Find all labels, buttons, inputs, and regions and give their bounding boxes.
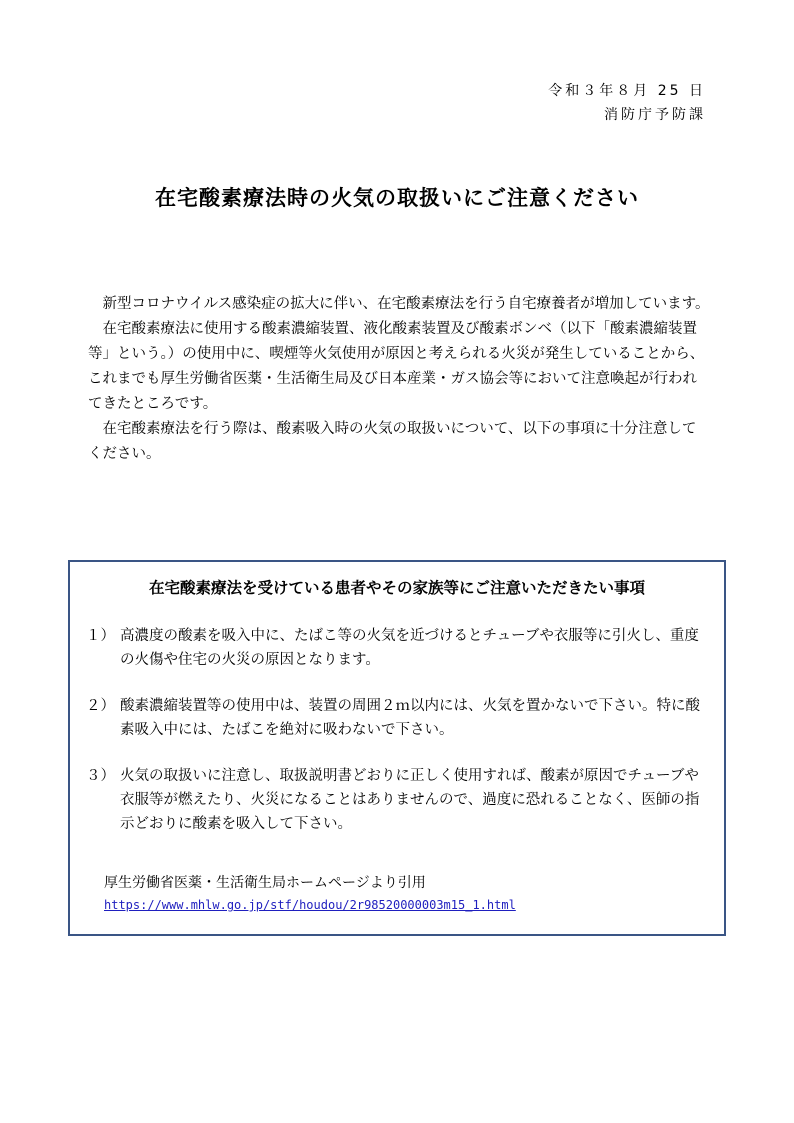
source-link[interactable]: https://www.mhlw.go.jp/stf/houdou/2r98520000003m15_1.html [104,898,516,912]
notice-heading: 在宅酸素療法を受けている患者やその家族等にご注意いただきたい事項 [148,579,645,597]
intro-paragraph: 新型コロナウイルス感染症の拡大に伴い、在宅酸素療法を行う自宅療養者が増加しています。 [102,296,710,312]
notice-item-text: 火気の取扱いに注意し、取扱説明書どおりに正しく使用すれば、酸素が原因でチューブや衣服等が燃えたり、火災になることはありませんので、過度に恐れることなく、医師の指示どおりに酸素を吸入して下さい。 [120,768,700,832]
notice-item-number: ２） [86,698,115,714]
notice-item [86,624,710,672]
notice-item-list [86,624,710,858]
issuing-office: 消防庁予防課 [604,107,706,123]
document-date: 令和３年８月 25 日 [548,83,706,99]
notice-item [86,764,710,836]
notice-box [68,560,726,936]
intro-paragraph: 在宅酸素療法を行う際は、酸素吸入時の火気の取扱いについて、以下の事項に十分注意してください。 [88,421,697,462]
source-citation [104,872,516,916]
notice-item-text: 酸素濃縮装置等の使用中は、装置の周囲２ｍ以内には、火気を置かないで下さい。特に酸素吸入中には、たばこを絶対に吸わないで下さい。 [120,698,700,738]
notice-item-number: ３） [86,768,115,784]
document-title: 在宅酸素療法時の火気の取扱いにご注意ください [155,186,639,210]
intro-paragraph: 在宅酸素療法に使用する酸素濃縮装置、液化酸素装置及び酸素ボンベ（以下「酸素濃縮装置等」という。）の使用中に、喫煙等火気使用が原因と考えられる火災が発生していることから、これまでも厚生労働省医薬・生活衛生局及び日本産業・ガス協会等において注意喚起が行われてきたところです。 [88,321,705,412]
notice-item-number: １） [86,628,115,644]
notice-item-text: 高濃度の酸素を吸入中に、たばこ等の火気を近づけるとチューブや衣服等に引火し、重度の火傷や住宅の火災の原因となります。 [120,628,699,668]
notice-item [86,694,710,742]
source-label: 厚生労働省医薬・生活衛生局ホームページより引用 [104,875,426,891]
intro-section [88,292,710,467]
